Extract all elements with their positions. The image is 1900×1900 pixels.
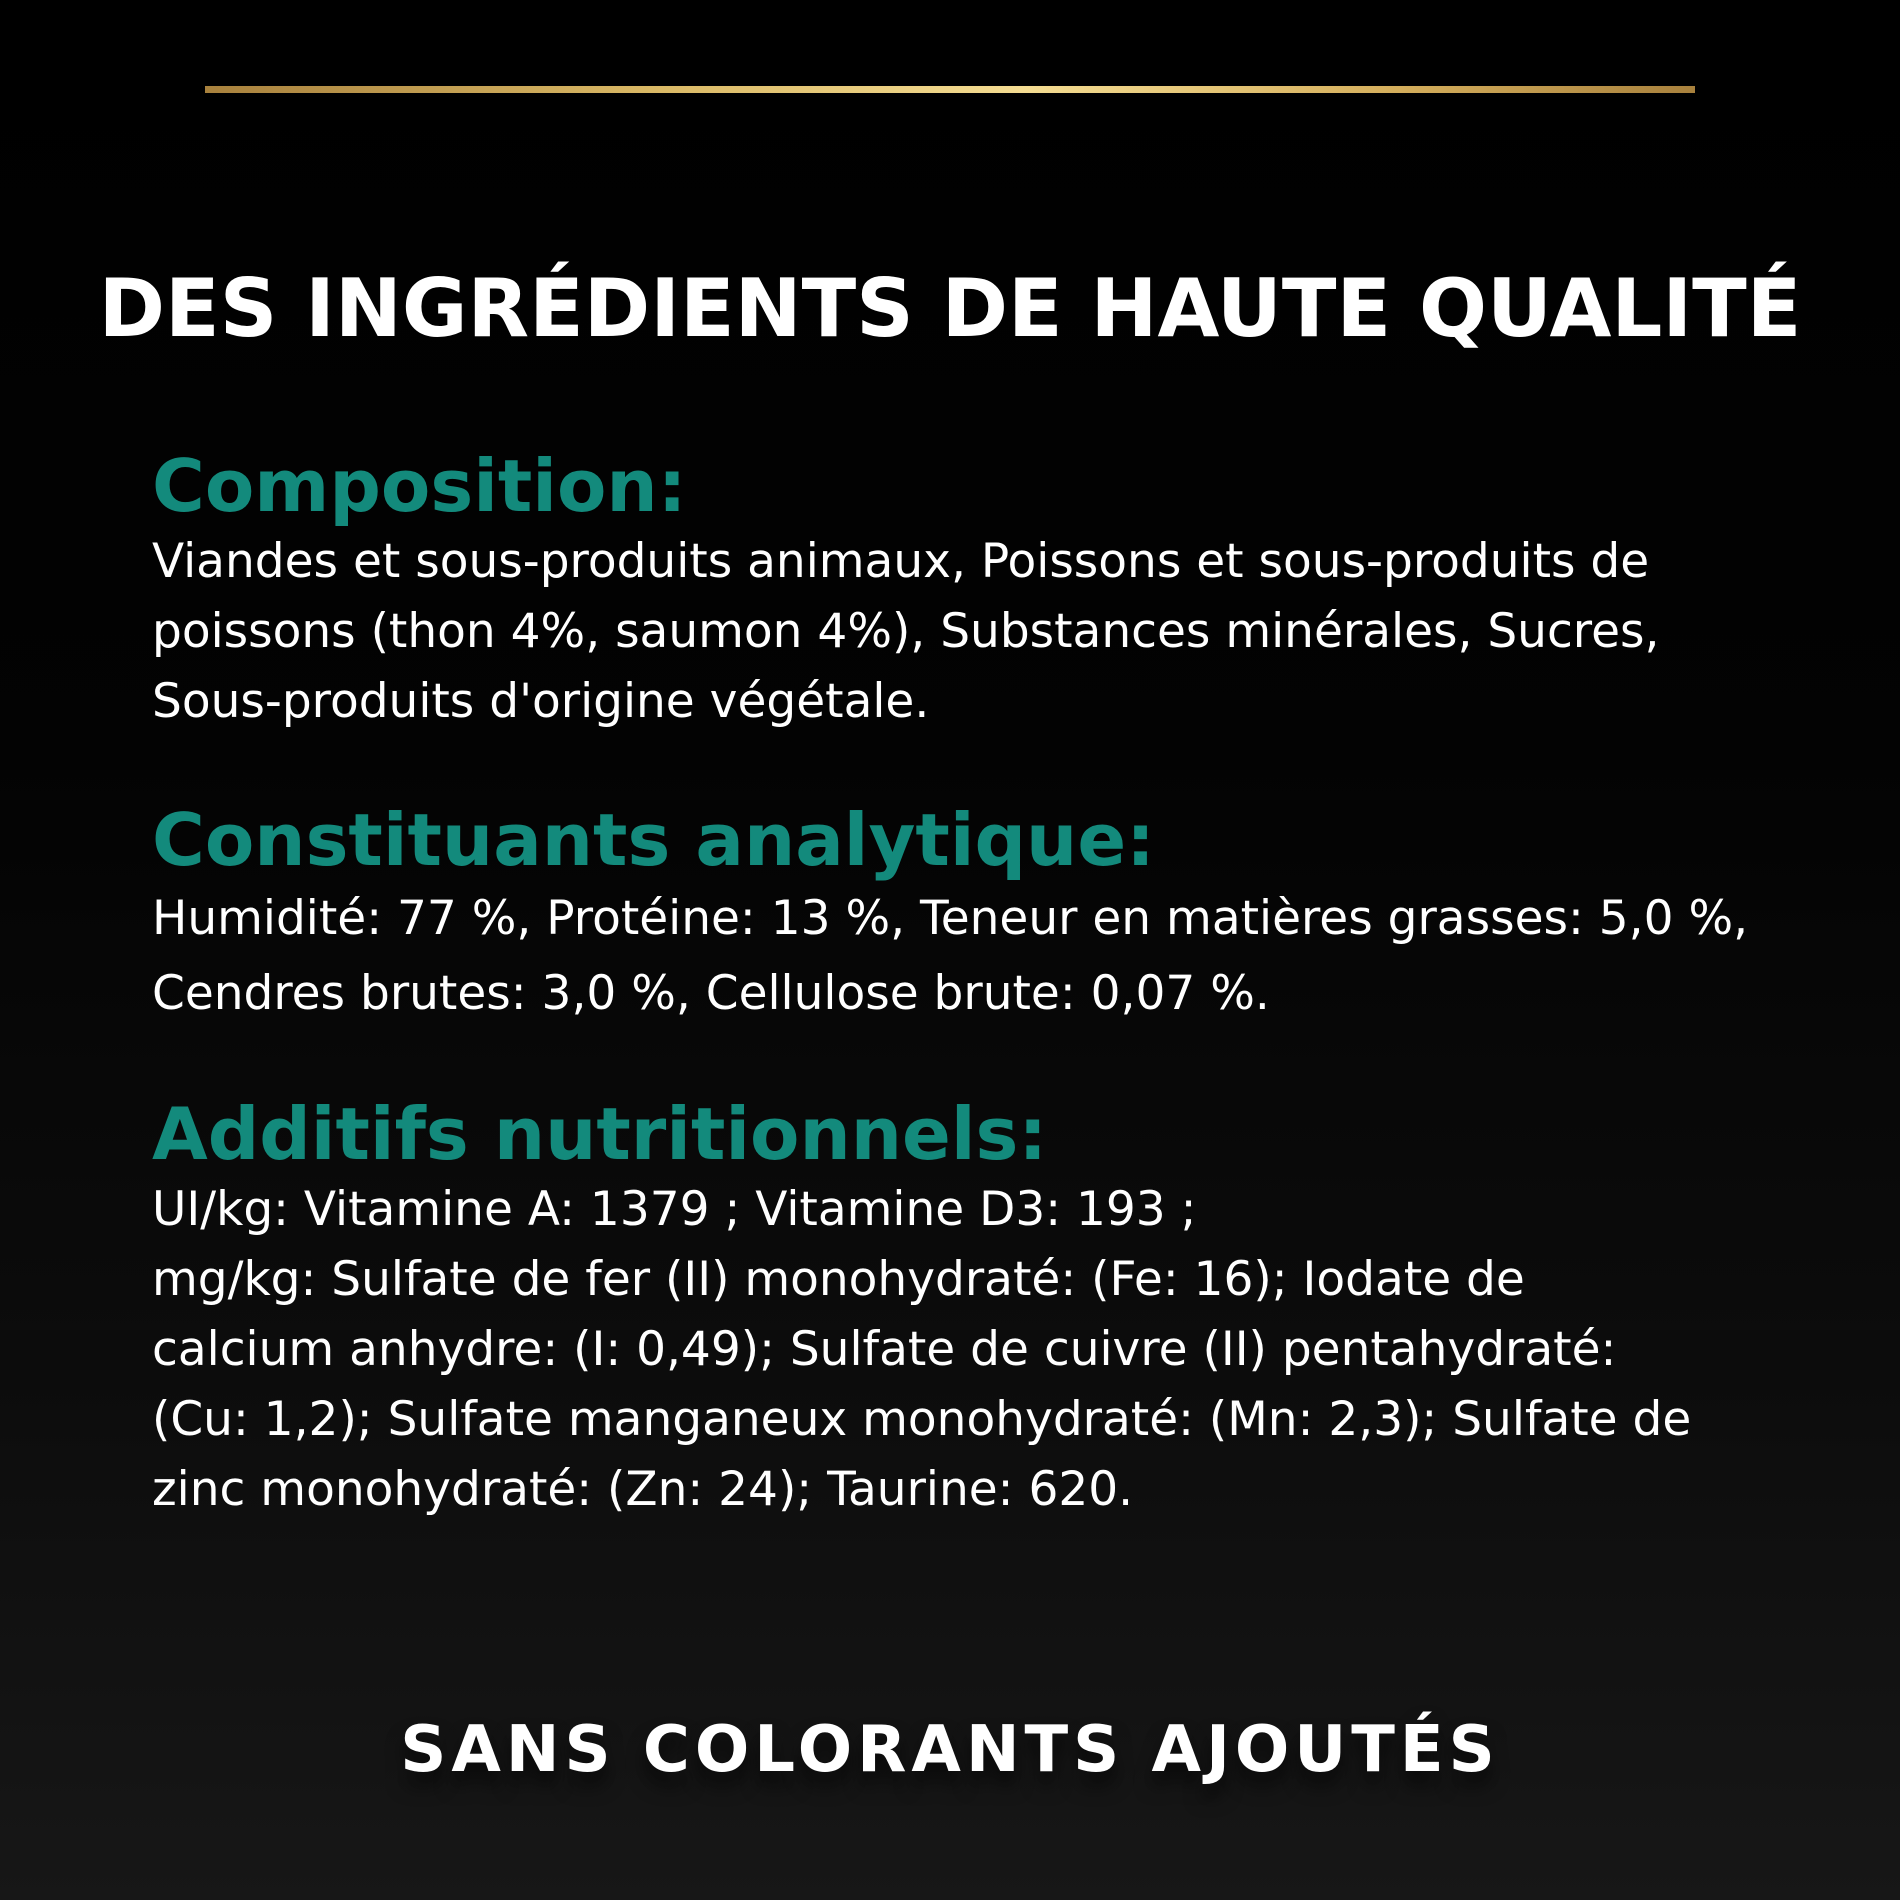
constituants-line: Humidité: 77 %, Protéine: 13 %, Teneur en matières grasses: 5,0 %,: [152, 891, 1749, 946]
composition-line: poissons (thon 4%, saumon 4%), Substances minérales, Sucres,: [152, 604, 1660, 659]
constituants-section: [152, 799, 1792, 1031]
composition-line: Sous-produits d'origine végétale.: [152, 674, 930, 729]
gold-divider: [205, 86, 1695, 93]
ingredients-content: [152, 445, 1792, 1525]
additifs-line: calcium anhydre: (I: 0,49); Sulfate de cuivre (II) pentahydraté:: [152, 1322, 1617, 1377]
additifs-line: zinc monohydraté: (Zn: 24); Taurine: 620.: [152, 1462, 1134, 1517]
constituants-line: Cendres brutes: 3,0 %, Cellulose brute: 0,07 %.: [152, 966, 1270, 1021]
composition-heading: Composition:: [152, 444, 687, 528]
page-title: DES INGRÉDIENTS DE HAUTE QUALITÉ: [98, 261, 1802, 355]
additifs-line: (Cu: 1,2); Sulfate manganeux monohydraté: (Mn: 2,3); Sulfate de: [152, 1392, 1692, 1447]
composition-line: Viandes et sous-produits animaux, Poissons et sous-produits de: [152, 534, 1650, 589]
composition-text: [152, 527, 1792, 737]
constituants-text: [152, 881, 1792, 1031]
composition-section: [152, 445, 1792, 737]
additifs-line: UI/kg: Vitamine A: 1379 ; Vitamine D3: 193 ;: [152, 1182, 1197, 1237]
constituants-heading: Constituants analytique:: [152, 798, 1155, 882]
additifs-line: mg/kg: Sulfate de fer (II) monohydraté: (Fe: 16); Iodate de: [152, 1252, 1525, 1307]
additifs-text: [152, 1175, 1792, 1525]
footer-tagline: SANS COLORANTS AJOUTÉS: [400, 1713, 1500, 1787]
additifs-section: [152, 1093, 1792, 1525]
additifs-heading: Additifs nutritionnels:: [152, 1092, 1048, 1176]
